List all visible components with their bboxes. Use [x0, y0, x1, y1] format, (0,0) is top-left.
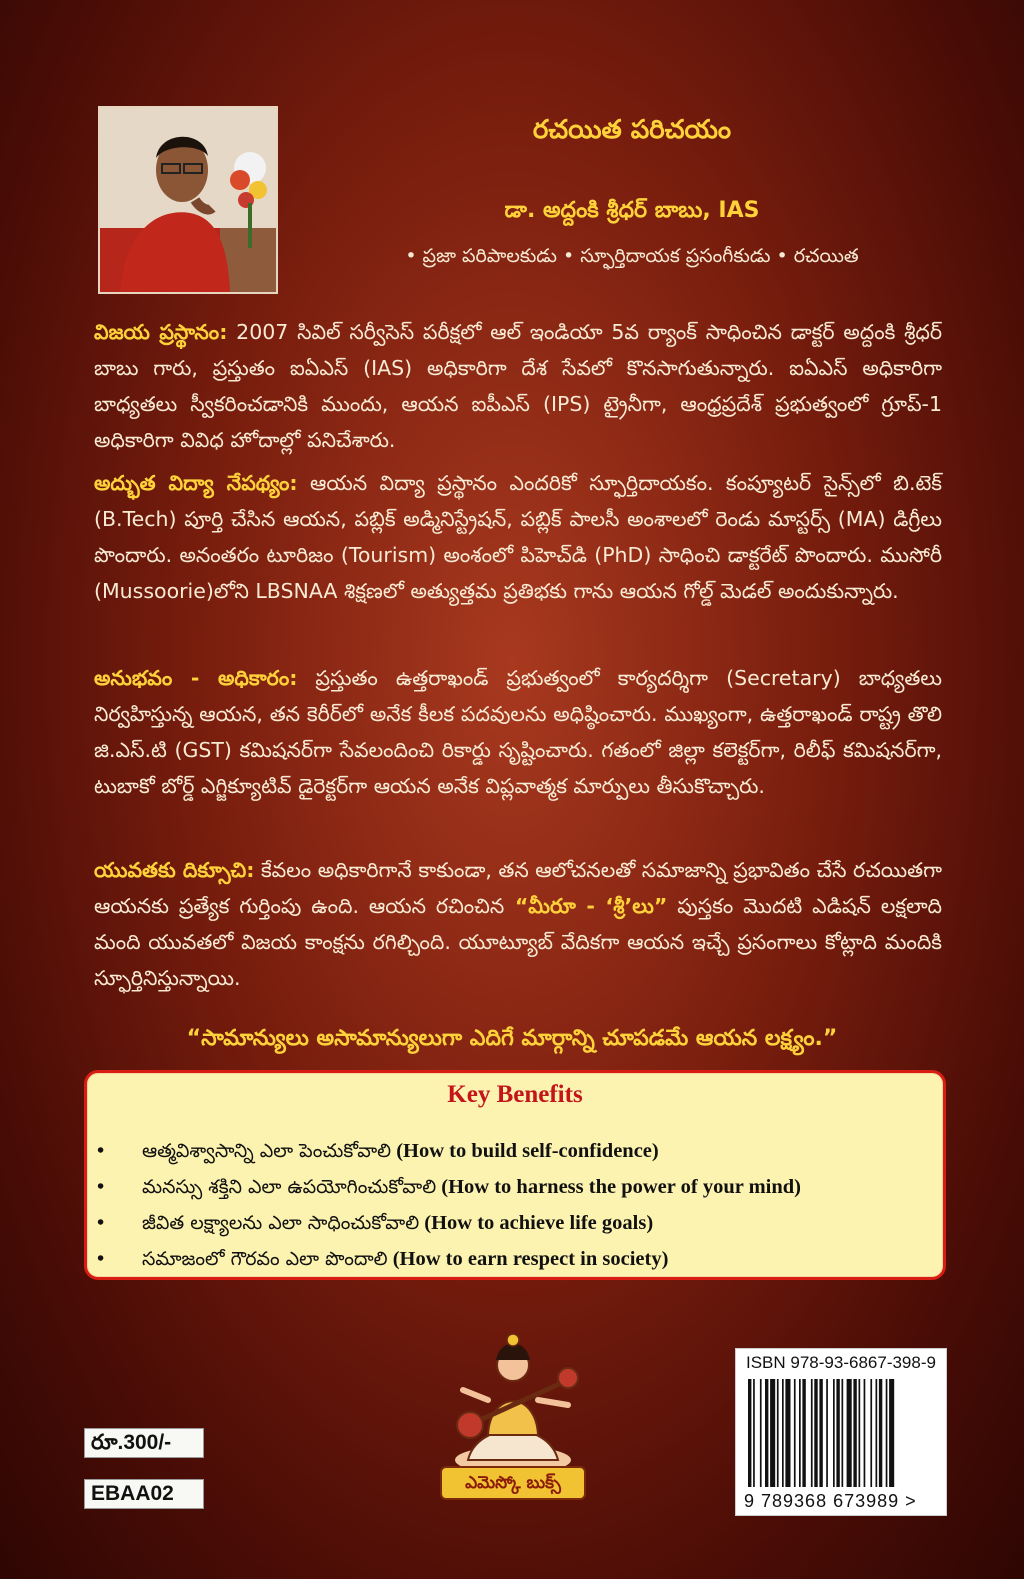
barcode-bar	[853, 1379, 856, 1487]
section-text: 2007 సివిల్ సర్వీసెస్ పరీక్షలో ఆల్ ఇండియా 5వ ర్యాంక్ సాధించిన డాక్టర్ అద్దంకి శ్రీధర్ బాబు గారు, ప్రస్తుతం ఐఏఎస్ (IAS) అధికారిగా దేశ సేవలో కొనసాగుతున్నారు. ఐఏఎస్ అధికారిగా బాధ్యతలు స్వీకరించడానికి ముందు, ఆయన ఐపీఎస్ (IPS) ట్రైనీగా, ఆంధ్రప్రదేశ్ ప్రభుత్వంలో గ్రూప్-1 అధికారిగా వివిధ హోదాల్లో పనిచేశారు.	[94, 320, 942, 452]
section-label: అనుభవం - అధికారం:	[94, 666, 298, 690]
author-photo	[98, 106, 278, 294]
section-text: ఆయన విద్యా ప్రస్థానం ఎందరికో స్ఫూర్తిదాయకం. కంప్యూటర్ సైన్స్‌లో బి.టెక్ (B.Tech) పూర్తి చేసిన ఆయన, పబ్లిక్ అడ్మినిస్ట్రేషన్, పబ్లిక్ పాలసీ అంశాలలో రెండు మాస్టర్స్ (MA) డిగ్రీలు పొందారు. అనంతరం టూరిజం (Tourism) అంశంలో పిహెచ్‌డి (PhD) సాధించి డాక్టరేట్ పొందారు. ముసోరీ (Mussoorie)లోని LBSNAA శిక్షణలో అత్యుత్తమ ప్రతిభకు గాను ఆయన గోల్డ్ మెడల్ అందుకున్నారు.	[94, 471, 942, 603]
author-roles: • ప్రజా పరిపాలకుడు • స్ఫూర్తిదాయక ప్రసంగీకుడు • రచయిత	[405, 245, 859, 267]
benefit-english: (How to achieve life goals)	[419, 1212, 654, 1234]
benefit-telugu: జీవిత లక్ష్యాలను ఎలా సాధించుకోవాలి	[142, 1212, 420, 1234]
barcode-bar	[753, 1379, 755, 1487]
barcode-bar	[748, 1379, 751, 1487]
barcode-bar	[777, 1379, 779, 1487]
bullet: •	[97, 1248, 105, 1270]
benefit-telugu: మనస్సు శక్తిని ఎలా ఉపయోగించుకోవాలి	[142, 1176, 437, 1198]
barcode-bar	[859, 1379, 861, 1487]
bullet: •	[97, 1140, 105, 1162]
barcode-bar	[826, 1379, 828, 1487]
barcode-bar	[814, 1379, 817, 1487]
barcode-bar	[794, 1379, 796, 1487]
key-benefits-list	[87, 1133, 943, 1277]
section-label: యువతకు దిక్సూచి:	[94, 858, 255, 882]
book-title-highlight: “మీరూ - ‘శ్రీ’లు”	[504, 894, 668, 918]
benefit-telugu: సమాజంలో గౌరవం ఎలా పొందాలి	[142, 1248, 388, 1270]
benefit-item	[87, 1169, 943, 1205]
publisher-logo	[418, 1310, 608, 1510]
author-portrait-image	[100, 108, 276, 292]
section-youth-guide	[94, 852, 942, 996]
benefit-item	[87, 1241, 943, 1277]
product-code: EBAA02	[84, 1479, 204, 1509]
mission-quote: “సామాన్యులు అసామాన్యులుగా ఎదిగే మార్గాన్ని చూపడమే ఆయన లక్ష్యం.”	[186, 1026, 838, 1051]
author-intro-title: రచయిత పరిచయం	[532, 115, 732, 145]
barcode-bar	[785, 1379, 790, 1487]
section-vijaya-prasthanam	[94, 314, 942, 458]
barcode-bar	[770, 1379, 775, 1487]
barcode-bar	[864, 1379, 866, 1487]
barcode-bar	[870, 1379, 872, 1487]
barcode-bar	[765, 1379, 768, 1487]
section-experience	[94, 660, 942, 804]
benefit-telugu: ఆత్మవిశ్వాసాన్ని ఎలా పెంచుకోవాలి	[142, 1140, 392, 1162]
publisher-name-plate	[440, 1466, 586, 1500]
publisher-name: ఎమెస్కో బుక్స్	[465, 1473, 561, 1493]
isbn-label: ISBN 978-93-6867-398-9	[746, 1353, 936, 1372]
barcode-bar	[889, 1379, 894, 1487]
section-label: అద్భుత విద్యా నేపథ్యం:	[94, 471, 298, 495]
key-benefits-title: Key Benefits	[447, 1081, 583, 1108]
barcode-bar	[842, 1379, 844, 1487]
barcode-bar	[833, 1379, 835, 1487]
barcode-bar	[799, 1379, 801, 1487]
barcode-bar	[879, 1379, 882, 1487]
section-text-after: పుస్తకం మొదటి ఎడిషన్ లక్షలాది మంది యువతలో విజయ కాంక్షను రగిల్చింది. యూట్యూబ్ వేదికగా ఆయన ఇచ్చే ప్రసంగాలు కోట్లాది మందికి స్ఫూర్తినిస్తున్నాయి.	[94, 894, 942, 990]
barcode-bar	[847, 1379, 852, 1487]
benefit-item	[87, 1205, 943, 1241]
price-label: రూ.300/-	[84, 1428, 204, 1458]
barcode-image	[746, 1379, 938, 1489]
section-label: విజయ ప్రస్థానం:	[94, 320, 228, 344]
isbn-barcode-box	[735, 1348, 947, 1516]
isbn-digits: 9 789368 673989 >	[744, 1491, 917, 1511]
benefit-english: (How to earn respect in society)	[387, 1248, 669, 1270]
bullet: •	[97, 1212, 105, 1234]
key-benefits-box	[84, 1070, 946, 1280]
benefit-english: (How to build self-confidence)	[391, 1140, 659, 1162]
bullet: •	[97, 1176, 105, 1198]
barcode-bar	[876, 1379, 878, 1487]
barcode-bar	[819, 1379, 822, 1487]
benefit-english: (How to harness the power of your mind)	[436, 1176, 801, 1198]
barcode-bar	[802, 1379, 805, 1487]
barcode-bar	[782, 1379, 784, 1487]
barcode-bar	[811, 1379, 813, 1487]
benefit-item	[87, 1133, 943, 1169]
barcode-bar	[760, 1379, 762, 1487]
barcode-bar	[836, 1379, 839, 1487]
barcode-bar	[886, 1379, 888, 1487]
section-education	[94, 465, 942, 609]
section-text: కేవలం అధికారిగానే కాకుండా, తన ఆలోచనలతో సమాజాన్ని ప్రభావితం చేసే రచయితగా ఆయనకు ప్రత్యేక గుర్తింపు ఉంది. ఆయన రచించిన	[94, 858, 942, 918]
section-text: ప్రస్తుతం ఉత్తరాఖండ్ ప్రభుత్వంలో కార్యదర్శిగా (Secretary) బాధ్యతలు నిర్వహిస్తున్న ఆయన, తన కెరీర్‌లో అనేక కీలక పదవులను అధిష్ఠించారు. ముఖ్యంగా, ఉత్తరాఖండ్ రాష్ట్ర తొలి జి.ఎస్.టి (GST) కమిషనర్‌గా సేవలందించి రికార్డు సృష్టించారు. గతంలో జిల్లా కలెక్టర్‌గా, రిలీఫ్ కమిషనర్‌గా, టుబాకో బోర్డ్ ఎగ్జిక్యూటివ్ డైరెక్టర్‌గా ఆయన అనేక విప్లవాత్మక మార్పులు తీసుకొచ్చారు.	[94, 666, 942, 798]
author-name: డా. అద్దంకి శ్రీధర్ బాబు, IAS	[504, 198, 760, 223]
